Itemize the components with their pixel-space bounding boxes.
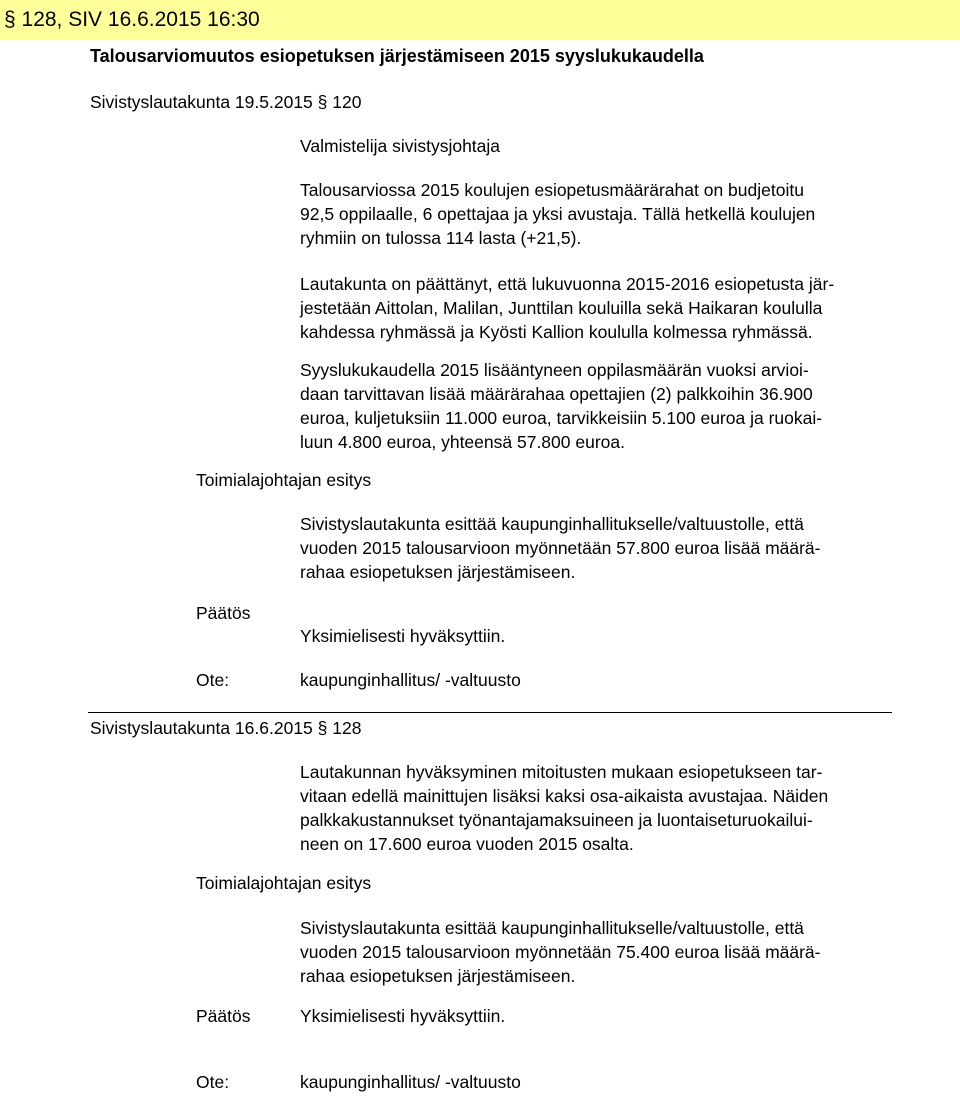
- paragraph-assistants: Lautakunnan hyväksyminen mitoitusten mukaan esiopetukseen tar- vitaan edellä mainittujen lisäksi kaksi osa-aikaista avustajaa. Näiden palkkakustannukset työnantajamaksuineen ja luontaiseturuokailui- neen on 17.600 euroa vuoden 2015 osalta.: [300, 762, 829, 854]
- document-title: Talousarviomuutos esiopetuksen järjestämiseen 2015 syyslukukaudella: [90, 46, 704, 66]
- paragraph-budget: Talousarviossa 2015 koulujen esiopetusmäärärahat on budjetoitu 92,5 oppilaalle, 6 opettajaa ja yksi avustaja. Tällä hetkellä koulujen ryhmiin on tulossa 114 lasta (+21,5).: [300, 180, 816, 248]
- proposal-label: Toimialajohtajan esitys: [196, 873, 372, 893]
- preparer-line: Valmistelija sivistysjohtaja: [300, 136, 501, 156]
- decision-label: Päätös: [196, 603, 251, 623]
- extract-label: Ote:: [196, 1072, 230, 1092]
- decision-label: Päätös: [196, 1006, 251, 1026]
- decision-text: Yksimielisesti hyväksyttiin.: [300, 626, 506, 646]
- extract-recipients: kaupunginhallitus/ -valtuusto: [300, 670, 521, 690]
- proposal-text: Sivistyslautakunta esittää kaupunginhallitukselle/valtuustolle, että vuoden 2015 talousarvioon myönnetään 57.800 euroa lisää määrä- rahaa esiopetuksen järjestämiseen.: [300, 514, 821, 582]
- proposal-text: Sivistyslautakunta esittää kaupunginhallitukselle/valtuustolle, että vuoden 2015 talousarvioon myönnetään 75.400 euroa lisää määrä- rahaa esiopetuksen järjestämiseen.: [300, 918, 821, 986]
- extract-recipients: kaupunginhallitus/ -valtuusto: [300, 1072, 521, 1092]
- decision-text: Yksimielisesti hyväksyttiin.: [300, 1006, 506, 1026]
- extract-label: Ote:: [196, 670, 230, 690]
- section-heading: § 128, SIV 16.6.2015 16:30: [4, 8, 260, 31]
- paragraph-costs: Syyslukukaudella 2015 lisääntyneen oppilasmäärän vuoksi arvioi- daan tarvittavan lisää määrärahaa opettajien (2) palkkoihin 36.900 euroa, kuljetuksiin 11.000 euroa, tarvikkeisiin 5.100 euroa ja ruokai- luun 4.800 euroa, yhteensä 57.800 euroa.: [300, 360, 823, 452]
- proposal-label: Toimialajohtajan esitys: [196, 470, 372, 490]
- meeting-reference: Sivistyslautakunta 16.6.2015 § 128: [90, 718, 362, 738]
- paragraph-groups: Lautakunta on päättänyt, että lukuvuonna 2015-2016 esiopetusta jär- jestetään Aittolan, Malilan, Junttilan kouluilla sekä Haikaran koululla kahdessa ryhmässä ja Kyösti Kallion koululla kolmessa ryhmässä.: [300, 274, 835, 342]
- meeting-reference: Sivistyslautakunta 19.5.2015 § 120: [90, 92, 362, 112]
- meeting-divider: [88, 712, 892, 713]
